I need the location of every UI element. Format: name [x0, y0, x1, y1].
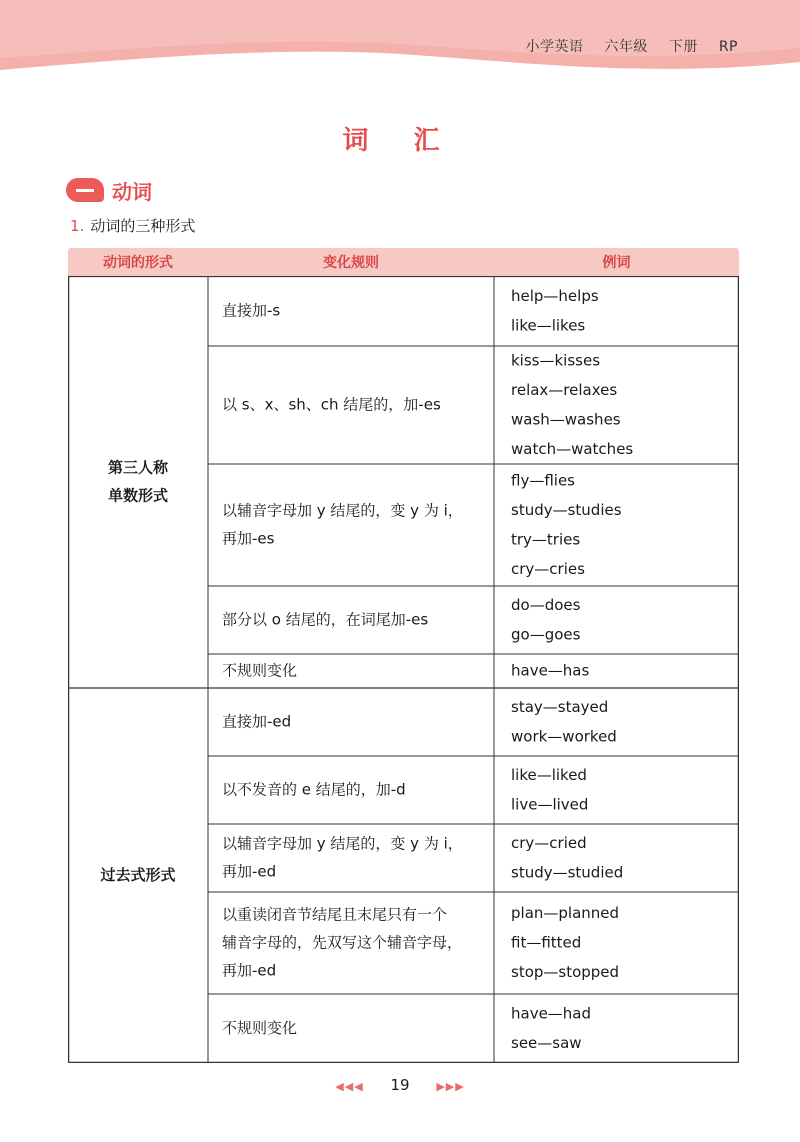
example-text: try—tries: [511, 530, 581, 549]
example-text: fit—fitted: [511, 933, 582, 952]
rule-text: 以不发音的 e 结尾的，加-d: [222, 780, 406, 799]
example-text: watch—watches: [511, 439, 634, 458]
page-number: 19: [390, 1076, 410, 1094]
rule-text: 不规则变化: [222, 661, 298, 680]
example-text: study—studied: [511, 863, 624, 882]
verb-form-label: 过去式形式: [100, 866, 176, 884]
vocabulary-table: [68, 276, 739, 1063]
rule-text: 部分以 o 结尾的，在词尾加-es: [222, 610, 429, 629]
book-edition: RP: [718, 39, 738, 55]
example-text: study—studies: [511, 500, 622, 519]
verb-form-label: 第三人称: [107, 458, 169, 477]
example-text: kiss—kisses: [511, 351, 601, 370]
example-text: work—worked: [511, 727, 617, 746]
book-info: [509, 36, 738, 56]
example-text: have—has: [511, 661, 590, 680]
example-text: have—had: [511, 1004, 592, 1023]
rule-text: 以 s、x、sh、ch 结尾的，加-es: [222, 395, 441, 414]
example-text: plan—planned: [511, 904, 620, 922]
subsection-heading: [70, 215, 195, 236]
example-text: relax—relaxes: [511, 380, 618, 399]
example-text: like—liked: [511, 765, 587, 784]
footer-right-arrows: ▶▶▶: [436, 1080, 465, 1093]
subsection-number: 1.: [70, 217, 85, 235]
example-text: go—goes: [511, 625, 581, 644]
example-text: see—saw: [511, 1033, 582, 1052]
example-text: fly—flies: [511, 471, 575, 490]
rule-text: 再加-ed: [222, 961, 277, 980]
section-title: 动词: [112, 179, 152, 204]
rule-text: 以辅音字母加 y 结尾的，变 y 为 i，: [222, 834, 463, 853]
example-text: live—lived: [511, 795, 589, 814]
section-heading: [66, 175, 152, 205]
rule-text: 辅音字母的，先双写这个辅音字母，: [222, 933, 463, 952]
example-text: stay—stayed: [511, 697, 609, 716]
rule-text: 直接加-s: [222, 301, 281, 320]
rule-text: 直接加-ed: [222, 712, 292, 731]
page-title: 词 汇: [342, 126, 458, 156]
section-badge: [66, 178, 104, 202]
book-grade: 六年级: [604, 39, 648, 55]
book-volume: 下册: [668, 39, 698, 55]
example-text: cry—cries: [511, 559, 585, 578]
column-header-rule: 变化规则: [323, 255, 379, 271]
section-badge-number: [76, 189, 94, 192]
rule-text: 以重读闭音节结尾且末尾只有一个: [222, 905, 448, 924]
rule-text: 不规则变化: [222, 1019, 298, 1037]
example-text: stop—stopped: [511, 963, 620, 981]
example-text: wash—washes: [511, 410, 621, 429]
example-text: do—does: [511, 595, 581, 614]
book-subject: 小学英语: [525, 39, 584, 55]
subsection-title: 动词的三种形式: [90, 217, 196, 235]
page-footer: [0, 1076, 800, 1094]
table-header: [68, 248, 739, 276]
example-text: help—helps: [511, 286, 599, 305]
verb-form-label: 单数形式: [107, 486, 169, 505]
example-text: cry—cried: [511, 833, 587, 852]
column-header-form: 动词的形式: [103, 255, 173, 271]
rule-text: 再加-ed: [222, 862, 277, 881]
footer-left-arrows: ◀◀◀: [335, 1080, 364, 1093]
example-text: like—likes: [511, 316, 586, 335]
column-header-examples: 例词: [602, 255, 631, 271]
rule-text: 再加-es: [222, 529, 275, 548]
rule-text: 以辅音字母加 y 结尾的，变 y 为 i，: [222, 501, 463, 520]
